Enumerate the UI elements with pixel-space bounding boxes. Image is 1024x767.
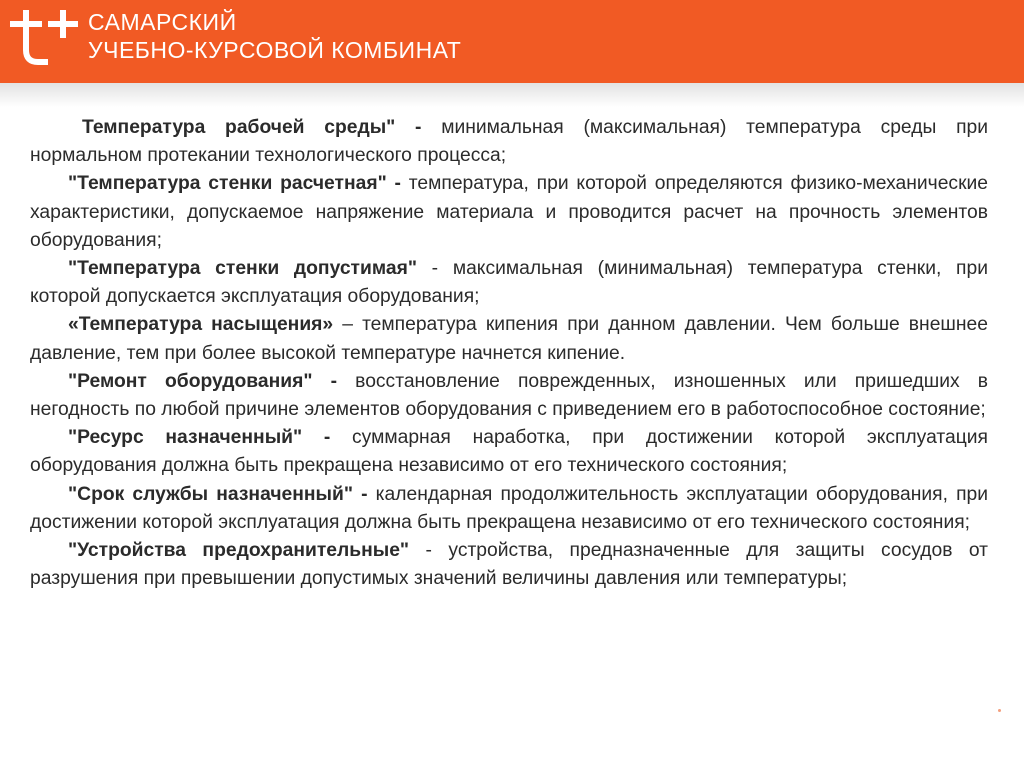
definition-text: минимальная (максимальная) температура среды при нормальном протекании технологического процесса;: [30, 117, 988, 167]
definition-paragraph: [30, 114, 988, 170]
header-bar: [0, 0, 1024, 83]
definition-text: - устройства, предназначенные для защиты сосудов от разрушения при превышении допустимых значений величины давления или температуры;: [30, 540, 989, 590]
definition-term: "Ресурс назначенный" -: [68, 427, 331, 449]
definition-paragraph: [30, 481, 988, 537]
definition-text: восстановление поврежденных, изношенных или пришедших в негодность по любой причине элементов оборудования с приведением его в работоспособное состояние;: [30, 370, 989, 421]
definition-text: календарная продолжительность эксплуатации оборудования, при достижении которой эксплуатация должна быть прекращена независимо от его технического состояния;: [30, 483, 989, 533]
definition-term: «Температура насыщения»: [68, 314, 334, 336]
definition-text: температура, при которой определяются физико-механические характеристики, допускаемое напряжение материала и проводится расчет на прочность элементов оборудования;: [30, 173, 989, 251]
definition-term: "Ремонт оборудования" -: [68, 370, 338, 392]
definition-text: - максимальная (минимальная) температура стенки, при которой допускается эксплуатация оборудования;: [30, 258, 988, 308]
brand-line-2: УЧЕБНО-КУРСОВОЙ КОМБИНАТ: [88, 37, 462, 63]
definition-paragraph: [30, 424, 988, 480]
definition-text: – температура кипения при данном давлении. Чем больше внешнее давление, тем при более высокой температуре начнется кипение.: [30, 314, 988, 364]
double-cross-logo-icon: [8, 6, 80, 70]
definition-text: суммарная наработка, при достижении которой эксплуатация оборудования должна быть прекращена независимо от его технического состояния;: [30, 427, 988, 477]
definition-paragraph: [30, 368, 988, 424]
definition-term: "Температура стенки допустимая": [68, 258, 417, 280]
definition-paragraph: [30, 537, 988, 593]
definition-paragraph: [30, 311, 988, 367]
definition-term: "Устройства предохранительные": [68, 540, 410, 562]
definition-paragraph: [30, 170, 988, 255]
brand-line-1: САМАРСКИЙ: [88, 9, 237, 35]
header-shadow: [0, 83, 1024, 107]
definition-paragraph: [30, 255, 988, 311]
definition-term: "Температура стенки расчетная" -: [68, 173, 401, 195]
decorative-dot: [998, 709, 1001, 712]
definitions-list: [30, 114, 988, 593]
brand-name: [88, 8, 461, 64]
definition-term: "Срок службы назначенный" -: [68, 483, 368, 505]
definition-term: Температура рабочей среды" -: [82, 117, 422, 138]
